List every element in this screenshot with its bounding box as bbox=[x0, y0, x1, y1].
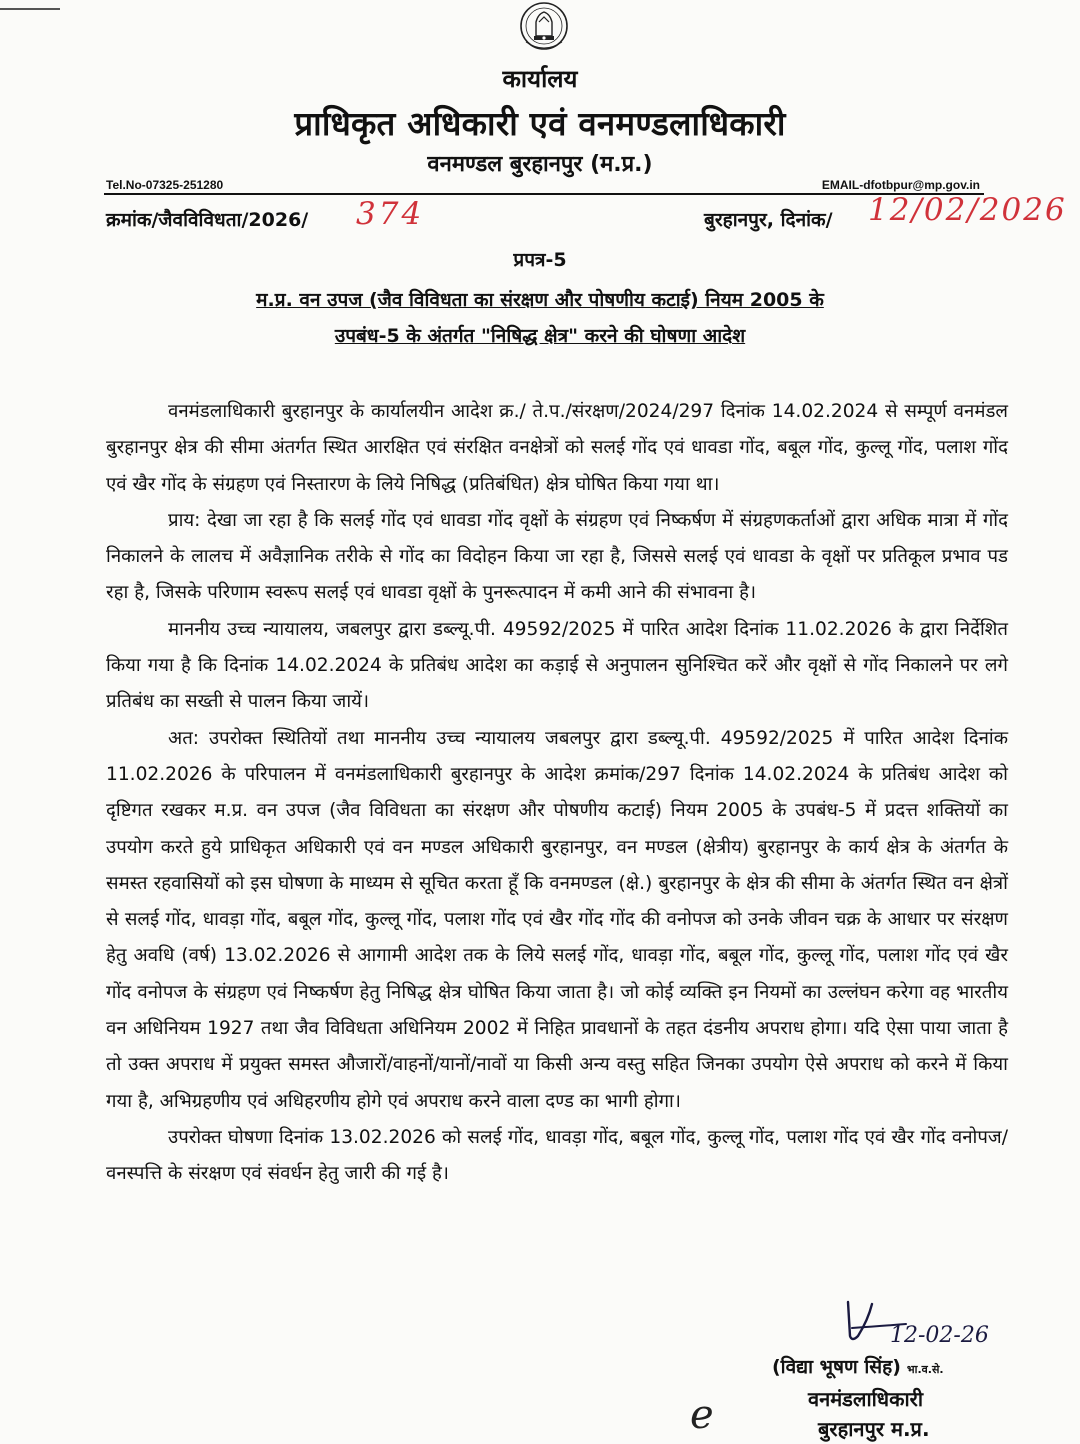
signatory-designation: वनमंडलाधिकारी bbox=[808, 1387, 923, 1411]
signatory-name-line bbox=[772, 1353, 944, 1379]
reference-label: क्रमांक/जैवविविधता/2026/ bbox=[106, 209, 309, 231]
paragraph-declaration: अत: उपरोक्त स्थितियों तथा माननीय उच्च न्यायालय जबलपुर द्वारा डब्ल्यू.पी. 49592/2025 में पारित आदेश दिनांक 11.02.2026 के परिपालन में वनमंडलाधिकारी बुरहानपुर के आदेश क्रमांक/297 दिनांक 14.02.2024 के प्रतिबंध आदेश को दृष्टिगत रखकर म.प्र. वन उपज (जैव विविधता का संरक्षण और पोषणीय कटाई) नियम 2005 के उपबंध-5 में प्रदत्त शक्तियों का उपयोग करते हुये प्राधिकृत अधिकारी एवं वन मण्डल अधिकारी बुरहानपुर, वन मण्डल (क्षेत्रीय) बुरहानपुर के कार्य क्षेत्र के अंतर्गत के समस्त रहवासियों को इस घोषणा के माध्यम से सूचित करता हूँ कि वनमण्डल (क्षे.) बुरहानपुर के क्षेत्र की सीमा के अंतर्गत स्थित वन क्षेत्रों से सलई गोंद, धावड़ा गोंद, बबूल गोंद, कुल्लू गोंद, पलाश गोंद एवं खैर गोंद गोंद की वनोपज को उनके जीवन चक्र के आधार पर संरक्षण हेतु अवधि (वर्ष) 13.02.2026 से आगामी आदेश तक के लिये सलई गोंद, धावड़ा गोंद, बबूल गोंद, कुल्लू गोंद, पलाश गोंद एवं खैर गोंद वनोपज के संग्रहण एवं निष्कर्षण हेतु निषिद्ध क्षेत्र घोषित किया जाता है। जो कोई व्यक्ति इन नियमों का उल्लंघन करेगा वह भारतीय वन अधिनियम 1927 तथा जैव विविधता अधिनियम 2002 में निहित प्रावधानों के तहत दंडनीय अपराध होगा। यदि ऐसा पाया जाता है तो उक्त अपराध में प्रयुक्त समस्त औजारों/वाहनों/यानों/नावों या किसी अन्य वस्तु सहित जिनका उपयोग ऐसे अपराध को करने में किया गया है, अभिग्रहणीय एवं अधिहरणीय होगे एवं अपराध करने वाला दण्ड का भागी होगा। bbox=[106, 727, 1008, 1112]
signatory-name: (विद्या भूषण सिंह) bbox=[772, 1356, 901, 1378]
signature-date: 12-02-26 bbox=[890, 1323, 989, 1348]
scan-edge-mark bbox=[0, 8, 60, 10]
office-title: प्राधिकृत अधिकारी एवं वनमण्डलाधिकारी bbox=[294, 104, 786, 143]
paragraph-observation: प्राय: देखा जा रहा है कि सलई गोंद एवं धावडा गोंद वृक्षों के संग्रहण एवं निष्कर्षण में संग्रहणकर्ताओं द्वारा अधिक मात्रा में गोंद निकालने के लालच में अवैज्ञानिक तरीके से गोंद का विदोहन किया जा रहा है, जिससे सलई एवं धावडा के वृक्षों पर प्रतिकूल प्रभाव पड रहा है, जिसके परिणाम स्वरूप सलई एवं धावडा वृक्षों के पुनरूत्पादन में कमी आने की संभावना है। bbox=[106, 509, 1008, 604]
order-body bbox=[106, 394, 1008, 1193]
office-label: कार्यालय bbox=[502, 65, 578, 93]
paragraph-previous-order: वनमंडलाधिकारी बुरहानपुर के कार्यालयीन आदेश क्र./ ते.प./संरक्षण/2024/297 दिनांक 14.02.2024 से सम्पूर्ण वनमंडल बुरहानपुर क्षेत्र की सीमा अंतर्गत स्थित आरक्षित एवं संरक्षित वनक्षेत्रों को सलई गोंद एवं धावडा गोंद, बबूल गोंद, कुल्लू गोंद, पलाश गोंद एवं खैर गोंद के संग्रहण एवं निस्तारण के लिये निषिद्ध (प्रतिबंधित) क्षेत्र घोषित किया गया था। bbox=[106, 401, 1008, 495]
header-divider bbox=[104, 193, 984, 195]
place-date-label: बुरहानपुर, दिनांक/ bbox=[704, 209, 833, 231]
paragraph-high-court-direction: माननीय उच्च न्यायालय, जबलपुर द्वारा डब्ल्यू.पी. 49592/2025 में पारित आदेश दिनांक 11.02.2026 के द्वारा निर्देशित किया गया है कि दिनांक 14.02.2024 के प्रतिबंध आदेश का कड़ाई से अनुपालन सुनिश्चित करें और वृक्षों से गोंद निकालने पर लगे प्रतिबंध का सख्ती से पालन किया जायें। bbox=[106, 618, 1008, 713]
email-address: EMAIL-dfotbpur@mp.gov.in bbox=[821, 178, 980, 192]
form-label: प्रपत्र-5 bbox=[513, 249, 567, 271]
order-title-line-2: उपबंध-5 के अंतर्गत "निषिद्ध क्षेत्र" करने की घोषणा आदेश bbox=[334, 325, 746, 347]
signatory-place: बुरहानपुर म.प्र. bbox=[818, 1417, 930, 1441]
paragraph-issue-note: उपरोक्त घोषणा दिनांक 13.02.2026 को सलई गोंद, धावड़ा गोंद, बबूल गोंद, कुल्लू गोंद, पलाश गोंद एवं खैर गोंद वनोपज/वनस्पत्ति के संरक्षण एवं संवर्धन हेतु जारी की गई है। bbox=[106, 1126, 1008, 1185]
initial-mark: e bbox=[690, 1392, 714, 1438]
service-abbrev: भा.व.से. bbox=[906, 1363, 944, 1376]
order-title-line-1: म.प्र. वन उपज (जैव विविधता का संरक्षण और पोषणीय कटाई) नियम 2005 के bbox=[256, 289, 824, 311]
national-emblem-icon bbox=[518, 0, 570, 56]
telephone-number: Tel.No-07325-251280 bbox=[106, 178, 224, 192]
date-handwritten: 12/02/2026 bbox=[868, 192, 1067, 228]
reference-number-handwritten: 374 bbox=[356, 196, 425, 232]
division-name: वनमण्डल बुरहानपुर (म.प्र.) bbox=[427, 152, 653, 177]
handwritten-signature bbox=[842, 1296, 1010, 1350]
